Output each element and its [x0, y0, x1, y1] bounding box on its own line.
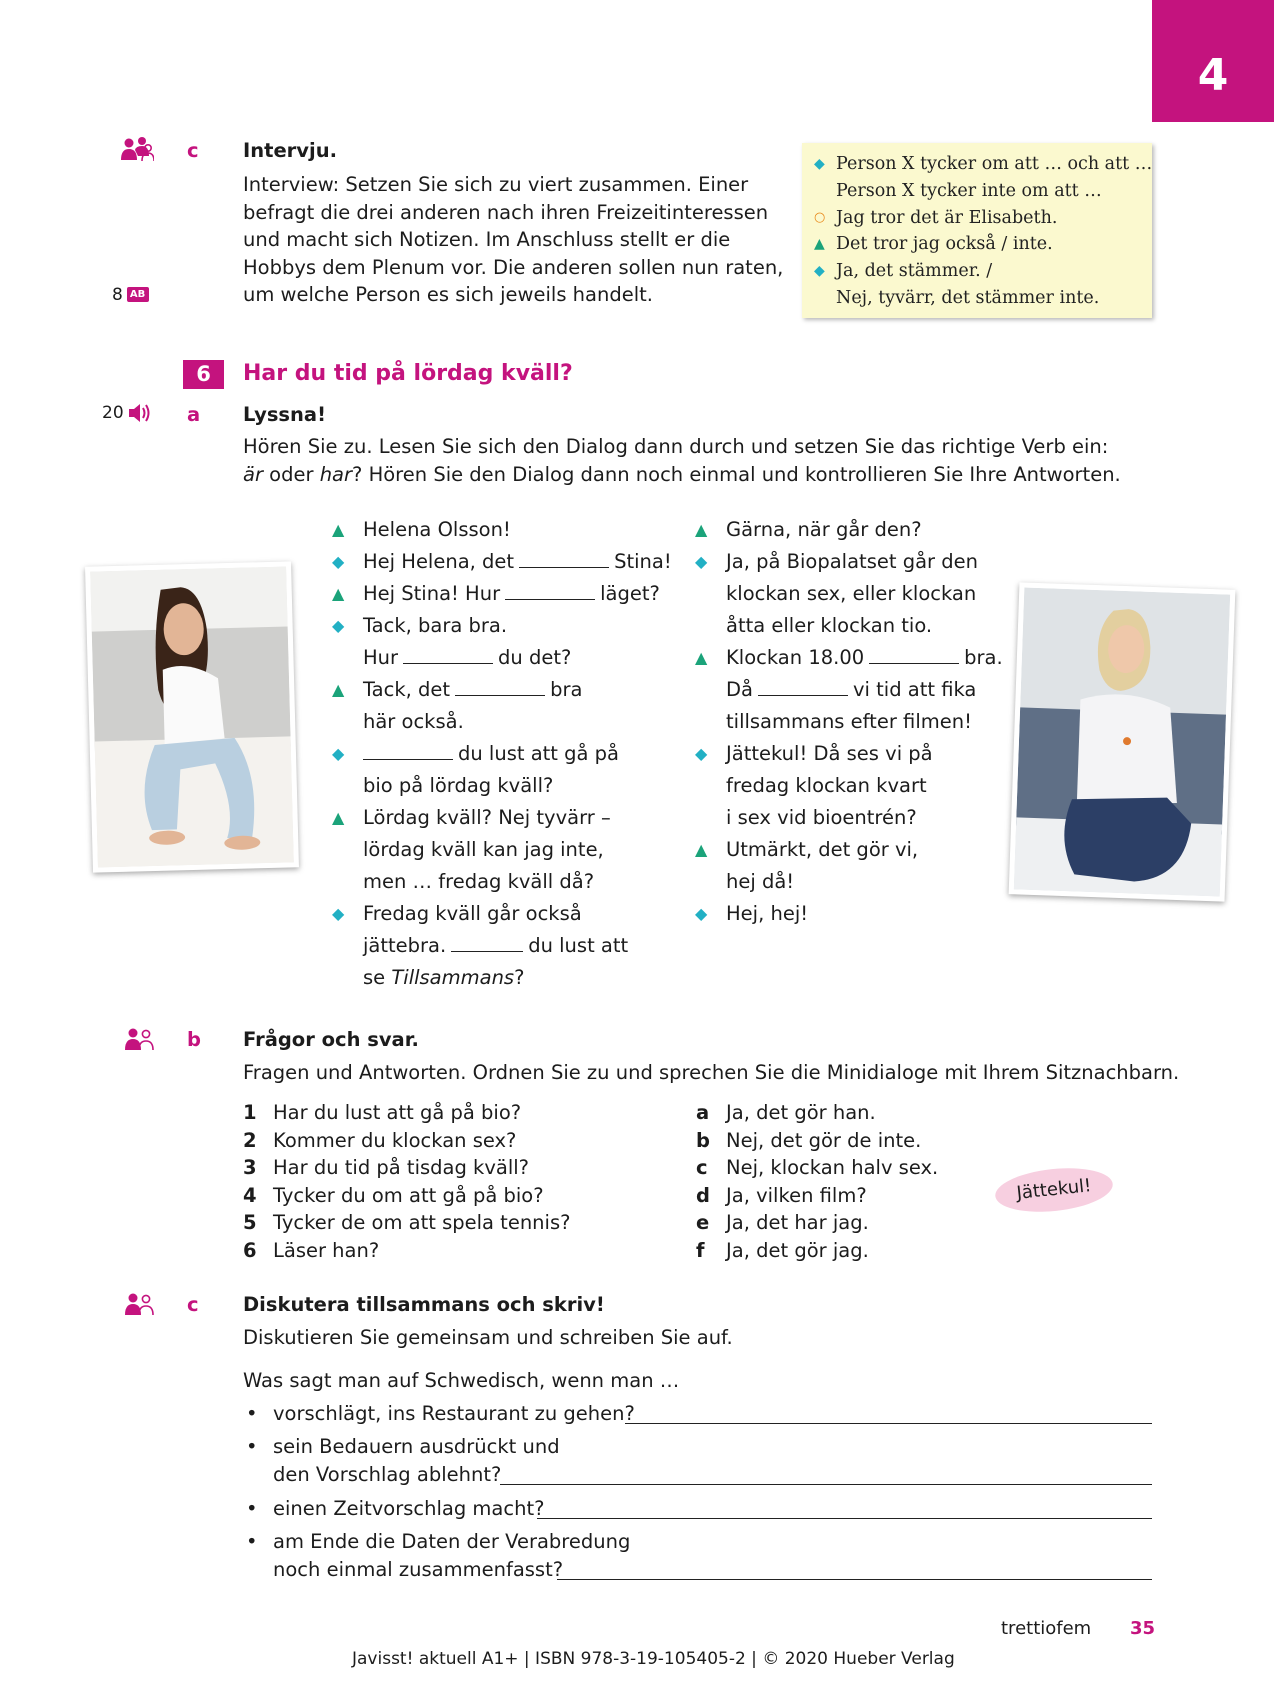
triangle-icon: ▲ [695, 520, 708, 539]
dialog-line: ▲ Tack, det bra [332, 674, 672, 706]
dialog-line: tillsammans efter filmen! [726, 710, 972, 733]
chapter-tab [1152, 0, 1274, 122]
circle-icon: ○ [814, 209, 826, 225]
diamond-icon: ◆ [332, 616, 345, 635]
dialog-line: ◆ Hej, hej! [695, 898, 1003, 930]
diamond-icon: ◆ [814, 156, 825, 172]
instruction-line: Hören Sie zu. Lesen Sie sich den Dialog dann durch und setzen Sie das richtige Verb ein: [243, 435, 1109, 458]
list-item: 4 Tycker du om att gå på bio? [243, 1183, 544, 1207]
dialog-line: ◆ du lust att gå på [332, 738, 672, 770]
diamond-icon: ◆ [332, 552, 345, 571]
speaker-icon[interactable] [127, 402, 151, 424]
answer-line[interactable] [625, 1423, 1152, 1424]
triangle-icon: ▲ [695, 648, 708, 667]
woman-phone-photo-left [85, 561, 299, 872]
list-item: e Ja, det har jag. [696, 1211, 869, 1234]
blank-field[interactable] [403, 645, 493, 664]
phrase-line: ◆ Ja, det stämmer. / [814, 258, 1140, 285]
woman-phone-image [90, 566, 294, 867]
exercise-letter: c [187, 1293, 199, 1316]
answer-line[interactable] [557, 1579, 1152, 1580]
phrase-line: ▲ Det tror jag också / inte. [814, 231, 1140, 258]
dialog-line: ▲ Gärna, när går den? [695, 514, 1003, 546]
dialog-line: fredag klockan kvart [726, 774, 927, 797]
list-item: 3 Har du tid på tisdag kväll? [243, 1156, 530, 1179]
dialog-line: klockan sex, eller klockan [726, 582, 977, 605]
list-item: b Nej, det gör de inte. [696, 1128, 922, 1152]
dialog-left-column [332, 514, 672, 994]
exercise-title: Intervju. [243, 139, 337, 162]
exercise-title: Diskutera tillsammans och skriv! [243, 1293, 605, 1316]
triangle-icon: ▲ [332, 680, 345, 699]
dialog-line: här också. [363, 710, 464, 733]
instruction-line: und macht sich Notizen. Im Anschluss stellt er die [243, 228, 731, 251]
exercise-instructions [243, 433, 1121, 488]
section-title: Har du tid på lördag kväll? [243, 361, 573, 386]
blank-field[interactable] [451, 933, 523, 952]
exercise-lead: Was sagt man auf Schwedisch, wenn man … [243, 1369, 680, 1392]
exercise-letter: b [187, 1028, 201, 1051]
woman-phone-image [1014, 587, 1230, 896]
exercise-instructions [243, 171, 783, 309]
dialog-line: åtta eller klockan tio. [726, 614, 933, 637]
dialog-line: ◆ Hej Helena, det Stina! [332, 546, 672, 578]
phrase-box [802, 143, 1152, 318]
blank-field[interactable] [519, 549, 609, 568]
answer-list [696, 1099, 938, 1264]
list-item: c Nej, klockan halv sex. [696, 1156, 939, 1179]
diamond-icon: ◆ [332, 744, 345, 763]
prompt-text: vorschlägt, ins Restaurant zu gehen? [273, 1402, 635, 1425]
dialog-right-column [695, 514, 1003, 930]
dialog-line: ▲ Hej Stina! Hur läget? [332, 578, 672, 610]
instruction-line: Interview: Setzen Sie sich zu viert zusammen. Einer [243, 173, 749, 196]
speech-bubble: Jättekul! [993, 1163, 1115, 1217]
phrase-line: Person X tycker inte om att … [836, 180, 1102, 201]
bullet: • [246, 1435, 258, 1458]
dialog-line: hej då! [726, 870, 795, 893]
instruction-line: befragt die drei anderen nach ihren Freizeitinteressen [243, 200, 769, 224]
workbook-badge: AB [127, 287, 149, 302]
dialog-line: ◆ Jättekul! Då ses vi på [695, 738, 1003, 770]
audio-track-number: 20 [102, 403, 124, 423]
question-list [243, 1099, 570, 1264]
prompt-text: noch einmal zusammenfasst? [273, 1558, 564, 1581]
triangle-icon: ▲ [332, 520, 345, 539]
prompt-text: einen Zeitvorschlag macht? [273, 1497, 545, 1520]
dialog-line: Hur du det? [363, 646, 572, 669]
dialog-line: ▲ Utmärkt, det gör vi, [695, 834, 1003, 866]
dialog-line: ▲ Lördag kväll? Nej tyvärr – [332, 802, 672, 834]
dialog-line: lördag kväll kan jag inte, [363, 838, 604, 861]
answer-line[interactable] [537, 1518, 1152, 1519]
workbook-ref-number: 8 [112, 285, 123, 305]
group-icon [120, 136, 154, 162]
list-item: 1 Har du lust att gå på bio? [243, 1101, 522, 1124]
blank-field[interactable] [869, 645, 959, 664]
bullet: • [246, 1402, 258, 1425]
chapter-number: 4 [1197, 50, 1229, 101]
blank-field[interactable] [758, 677, 848, 696]
list-item: 5 Tycker de om att spela tennis? [243, 1211, 571, 1234]
dialog-line: se Tillsammans? [363, 966, 525, 989]
prompt-text: am Ende die Daten der Verabredung [273, 1530, 631, 1553]
instruction-line: är oder har? Hören Sie den Dialog dann noch einmal und kontrollieren Sie Ihre Antworten. [243, 462, 1121, 486]
dialog-line: men … fredag kväll då? [363, 870, 595, 893]
dialog-line: ▲ Helena Olsson! [332, 514, 672, 546]
list-item: 2 Kommer du klockan sex? [243, 1128, 517, 1152]
dialog-line: jättebra. du lust att [363, 934, 629, 957]
diamond-icon: ◆ [695, 552, 708, 571]
list-item: f Ja, det gör jag. [696, 1238, 869, 1262]
instruction-line: um welche Person es sich jeweils handelt. [243, 283, 653, 306]
section-number: 6 [183, 360, 224, 389]
woman-phone-photo-right [1009, 582, 1236, 901]
workbook-ref [112, 285, 149, 305]
diamond-icon: ◆ [332, 904, 345, 923]
dialog-line: bio på lördag kväll? [363, 774, 554, 797]
dialog-line: Då vi tid att fika [726, 678, 977, 701]
dialog-line: i sex vid bioentrén? [726, 806, 917, 829]
page-word: trettiofem [1001, 1618, 1092, 1639]
blank-field[interactable] [505, 581, 595, 600]
diamond-icon: ◆ [814, 263, 825, 280]
blank-field[interactable] [455, 677, 545, 696]
triangle-icon: ▲ [332, 584, 345, 603]
exercise-title: Lyssna! [243, 403, 326, 426]
list-item: a Ja, det gör han. [696, 1101, 876, 1124]
dialog-line: ◆ Ja, på Biopalatset går den [695, 546, 1003, 578]
instruction-line: Hobbys dem Plenum vor. Die anderen sollen nun raten, [243, 255, 784, 279]
triangle-icon: ▲ [332, 808, 345, 827]
list-item: 6 Läser han? [243, 1238, 380, 1262]
triangle-icon: ▲ [814, 236, 825, 253]
dialog-line: ◆ Fredag kväll går också [332, 898, 672, 930]
answer-line[interactable] [500, 1484, 1152, 1485]
dialog-line: ▲ Klockan 18.00 bra. [695, 642, 1003, 674]
dialog-line: ◆ Tack, bara bra. [332, 610, 672, 642]
exercise-instructions: Fragen und Antworten. Ordnen Sie zu und sprechen Sie die Minidialoge mit Ihrem Sitznachbarn. [243, 1061, 1180, 1084]
pair-icon [124, 1026, 158, 1052]
prompt-text: sein Bedauern ausdrückt und [273, 1435, 560, 1458]
triangle-icon: ▲ [695, 840, 708, 859]
diamond-icon: ◆ [695, 744, 708, 763]
diamond-icon: ◆ [695, 904, 708, 923]
pair-icon [124, 1291, 158, 1317]
prompt-text: den Vorschlag ablehnt? [273, 1463, 502, 1486]
bullet: • [246, 1497, 258, 1520]
exercise-instructions: Diskutieren Sie gemeinsam und schreiben Sie auf. [243, 1326, 733, 1349]
phrase-line: Nej, tyvärr, det stämmer inte. [836, 287, 1100, 308]
phrase-line: ○ Jag tror det är Elisabeth. [814, 205, 1140, 232]
exercise-title: Frågor och svar. [243, 1028, 419, 1051]
list-item: d Ja, vilken film? [696, 1183, 867, 1207]
page-number: 35 [1130, 1618, 1156, 1639]
exercise-letter: a [187, 403, 201, 426]
exercise-letter: c [187, 139, 199, 162]
copyright-line: Javisst! aktuell A1+ | ISBN 978-3-19-105405-2 | © 2020 Hueber Verlag [352, 1649, 955, 1669]
blank-field[interactable] [363, 741, 453, 760]
bullet: • [246, 1530, 258, 1553]
phrase-line: ◆ Person X tycker om att … och att … [814, 151, 1140, 178]
